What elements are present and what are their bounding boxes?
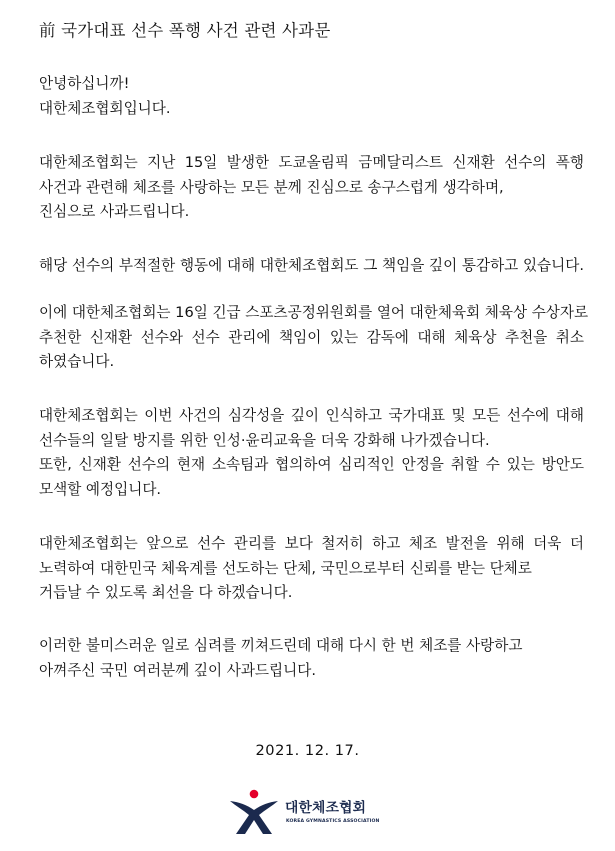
- paragraph-line: 하였습니다.: [39, 353, 115, 370]
- paragraph-6: [39, 634, 584, 683]
- document-date: 2021. 12. 17.: [255, 742, 360, 759]
- paragraph-line: 추천한 신재환 선수와 선수 관리에 책임이 있는 감독에 대해 체육상 추천을 취소: [39, 328, 584, 346]
- paragraph-line: 대한체조협회는 지난 15일 발생한 도쿄올림픽 금메달리스트 신재환 선수의 폭행: [39, 154, 584, 171]
- paragraph-line: 모색할 예정입니다.: [39, 480, 162, 498]
- greeting: [39, 72, 584, 121]
- paragraph-1: [39, 151, 584, 225]
- paragraph-line: 대한체조협회는 앞으로 선수 관리를 보다 철저히 하고 체조 발전을 위해 더욱 더: [39, 535, 584, 552]
- paragraph-line: 사건과 관련해 체조를 사랑하는 모든 분께 진심으로 송구스럽게 생각하며,: [39, 178, 504, 196]
- paragraph-2: [39, 254, 584, 279]
- greeting-line: 대한체조협회입니다.: [39, 99, 171, 117]
- paragraph-line: 또한, 신재환 선수의 현재 소속팀과 협의하여 심리적인 안정을 취할 수 있는 방안도: [39, 456, 584, 473]
- paragraph-line: 이에 대한체조협회는 16일 긴급 스포츠공정위원회를 열어 대한체육회 체육상 수상자로: [39, 304, 589, 321]
- paragraph-line: 대한체조협회는 이번 사건의 심각성을 깊이 인식하고 국가대표 및 모든 선수에 대해: [39, 407, 584, 424]
- paragraph-line: 거듭날 수 있도록 최선을 다 하겠습니다.: [39, 584, 293, 601]
- paragraph-line: 아껴주신 국민 여러분께 깊이 사과드립니다.: [39, 661, 316, 679]
- logo-name-english: KOREA GYMNASTICS ASSOCIATION: [286, 819, 380, 824]
- paragraph-line: 노력하여 대한민국 체육계를 선도하는 단체, 국민으로부터 신뢰를 받는 단체로: [39, 559, 532, 577]
- association-logo: [228, 788, 398, 838]
- paragraph-line: 해당 선수의 부적절한 행동에 대해 대한체조협회도 그 책임을 깊이 통감하고 있습니다.: [39, 257, 584, 274]
- paragraph-5: [39, 532, 584, 606]
- gymnast-figure-icon: [228, 788, 280, 836]
- document-title: 前 국가대표 선수 폭행 사건 관련 사과문: [39, 21, 331, 40]
- greeting-line: 안녕하십니까!: [39, 75, 130, 92]
- paragraph-line: 선수들의 일탈 방지를 위한 인성·윤리교육을 더욱 강화해 나가겠습니다.: [39, 431, 490, 449]
- logo-name-korean: 대한체조협회: [285, 800, 367, 816]
- paragraph-4: [39, 404, 584, 502]
- paragraph-line: 이러한 불미스러운 일로 심려를 끼쳐드린데 대해 다시 한 번 체조를 사랑하고: [39, 637, 523, 654]
- paragraph-3: [39, 301, 589, 375]
- paragraph-line: 진심으로 사과드립니다.: [39, 203, 190, 220]
